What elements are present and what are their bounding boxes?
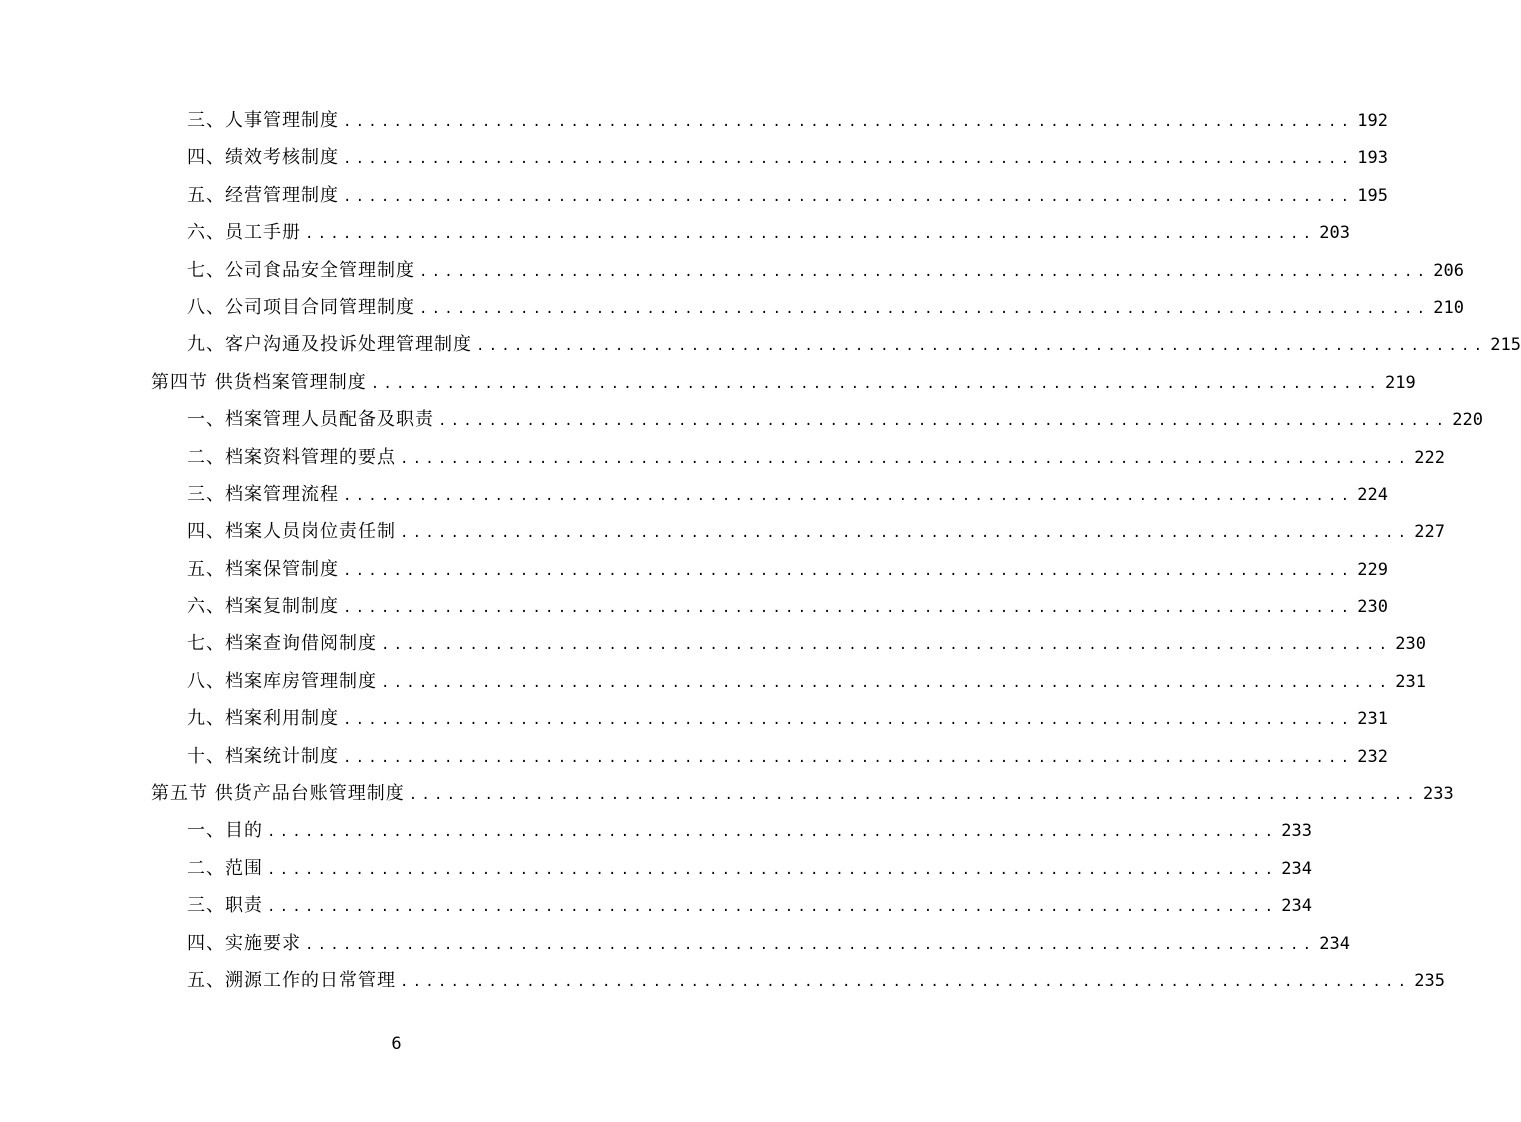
toc-entry-line — [187, 407, 1484, 433]
toc-entry-title: 十、档案统计制度 — [187, 745, 339, 767]
toc-entry-line — [187, 519, 1446, 545]
toc-entry[interactable] — [0, 513, 1446, 550]
toc-entry[interactable] — [0, 738, 1389, 775]
toc-entry-title: 六、档案复制制度 — [187, 596, 339, 618]
toc-entry-page-number: 192 — [1357, 111, 1389, 131]
dot-leader: ................................................................................ — [343, 487, 1354, 504]
toc-entry-page-number: 215 — [1490, 335, 1521, 356]
toc-entry[interactable] — [0, 625, 1427, 662]
dot-leader: ................................................................................ — [400, 525, 1411, 542]
toc-entry-line — [187, 931, 1351, 957]
toc-entry-page-number: 234 — [1281, 858, 1313, 879]
dot-leader: ................................................................................ — [267, 899, 1278, 916]
toc-entry-page-number: 224 — [1357, 484, 1389, 505]
page-number: 6 — [391, 1034, 402, 1054]
toc-entry-page-number: 203 — [1319, 223, 1351, 244]
dot-leader: ................................................................................ — [343, 600, 1354, 617]
toc-entry[interactable] — [0, 252, 1465, 289]
toc-entry-title: 二、范围 — [187, 857, 263, 879]
toc-entry-title: 九、客户沟通及投诉处理管理制度 — [187, 334, 472, 356]
toc-entry-line — [187, 332, 1521, 358]
toc-entry-title: 一、目的 — [187, 820, 263, 842]
dot-leader: ................................................................................ — [343, 114, 1354, 130]
toc-entry-page-number: 195 — [1357, 185, 1389, 206]
toc-entry-line — [187, 557, 1389, 583]
toc-entry[interactable] — [0, 925, 1351, 962]
toc-entry[interactable] — [0, 850, 1313, 887]
dot-leader: ................................................................................ — [419, 300, 1430, 317]
toc-entry-page-number: 235 — [1414, 970, 1446, 991]
toc-entry-page-number: 230 — [1357, 597, 1389, 618]
dot-leader: ................................................................................ — [343, 712, 1354, 729]
toc-entry-title: 三、人事管理制度 — [187, 110, 339, 131]
toc-entry-line — [187, 145, 1389, 171]
toc-entry[interactable] — [0, 401, 1484, 438]
toc-entry-title: 九、档案利用制度 — [187, 708, 339, 730]
toc-entry-line — [187, 220, 1351, 246]
toc-entry-page-number: 206 — [1433, 260, 1465, 281]
toc-entry-title: 三、职责 — [187, 895, 263, 917]
toc-entry[interactable] — [0, 214, 1351, 251]
toc-entry-line — [187, 706, 1389, 732]
toc-entry-title: 四、实施要求 — [187, 932, 301, 954]
toc-entry-page-number: 227 — [1414, 522, 1446, 543]
toc-entry-line — [187, 295, 1465, 321]
toc-entry-line — [187, 445, 1446, 471]
toc-entry[interactable] — [0, 289, 1465, 326]
toc-entry-line — [187, 893, 1313, 919]
toc-entry[interactable] — [0, 663, 1427, 700]
toc-entry-line — [151, 370, 1416, 396]
toc-entry-line — [187, 856, 1313, 882]
toc-entry-line — [187, 744, 1389, 770]
toc-entry-line — [187, 631, 1427, 657]
dot-leader: ................................................................................ — [419, 263, 1430, 280]
toc-entry-page-number: 233 — [1423, 784, 1454, 805]
toc-entry[interactable] — [0, 812, 1313, 849]
toc-section-entry[interactable] — [0, 775, 1454, 812]
toc-entry-page-number: 210 — [1433, 297, 1465, 318]
toc-entry-page-number: 219 — [1385, 372, 1416, 393]
toc-entry[interactable] — [0, 476, 1389, 513]
toc-entry-title: 五、溯源工作的日常管理 — [187, 969, 396, 991]
toc-entry-title: 七、公司食品安全管理制度 — [187, 259, 415, 281]
table-of-contents — [0, 102, 1521, 999]
toc-entry-title: 第五节 供货产品台账管理制度 — [151, 783, 405, 805]
toc-entry[interactable] — [0, 700, 1389, 737]
toc-entry-title: 五、经营管理制度 — [187, 184, 339, 206]
toc-entry-page-number: 229 — [1357, 559, 1389, 580]
toc-entry-page-number: 230 — [1395, 634, 1427, 655]
toc-entry-line — [187, 594, 1389, 620]
toc-entry-title: 八、公司项目合同管理制度 — [187, 296, 415, 318]
toc-entry[interactable] — [0, 439, 1446, 476]
toc-entry-title: 四、绩效考核制度 — [187, 147, 339, 169]
dot-leader: ................................................................................ — [400, 450, 1411, 467]
dot-leader: ................................................................................ — [343, 188, 1354, 205]
toc-entry-title: 七、档案查询借阅制度 — [187, 633, 377, 655]
dot-leader: ................................................................................ — [267, 861, 1278, 878]
toc-entry-line — [187, 818, 1313, 844]
toc-entry-page-number: 193 — [1357, 148, 1389, 169]
dot-leader: ................................................................................ — [343, 151, 1354, 168]
dot-leader: ................................................................................ — [305, 936, 1316, 953]
toc-entry-title: 二、档案资料管理的要点 — [187, 446, 396, 468]
dot-leader: ................................................................................ — [305, 226, 1316, 243]
toc-entry-page-number: 234 — [1281, 896, 1313, 917]
toc-entry-page-number: 231 — [1395, 671, 1427, 692]
dot-leader: ................................................................................ — [343, 749, 1354, 766]
dot-leader: ................................................................................ — [408, 787, 1420, 804]
toc-entry-line — [187, 258, 1465, 284]
dot-leader: ................................................................................ — [343, 562, 1354, 579]
dot-leader: ................................................................................ — [381, 674, 1392, 691]
toc-entry-line — [187, 968, 1446, 994]
toc-entry-page-number: 222 — [1414, 447, 1446, 468]
toc-entry-title: 六、员工手册 — [187, 222, 301, 244]
toc-entry-title: 四、档案人员岗位责任制 — [187, 521, 396, 543]
dot-leader: ................................................................................ — [476, 338, 1487, 355]
toc-entry[interactable] — [0, 962, 1446, 999]
dot-leader: ................................................................................ — [400, 973, 1411, 990]
toc-entry-line — [187, 183, 1389, 209]
dot-leader: ................................................................................ — [267, 824, 1278, 841]
toc-entry-page-number: 231 — [1357, 709, 1389, 730]
toc-entry-page-number: 220 — [1452, 410, 1484, 431]
toc-section-entry[interactable] — [0, 364, 1416, 401]
toc-entry[interactable] — [0, 588, 1389, 625]
dot-leader: ................................................................................ — [438, 413, 1449, 430]
toc-entry-title: 三、档案管理流程 — [187, 483, 339, 505]
toc-entry-title: 八、档案库房管理制度 — [187, 670, 377, 692]
toc-entry-line — [187, 108, 1389, 134]
toc-entry-line — [151, 781, 1454, 807]
toc-entry-line — [187, 669, 1427, 695]
toc-entry-title: 一、档案管理人员配备及职责 — [187, 409, 434, 431]
dot-leader: ................................................................................ — [381, 637, 1392, 654]
dot-leader: ................................................................................ — [370, 375, 1382, 392]
toc-entry-page-number: 233 — [1281, 821, 1313, 842]
toc-entry-title: 五、档案保管制度 — [187, 558, 339, 580]
toc-entry[interactable] — [0, 326, 1521, 363]
toc-entry-title: 第四节 供货档案管理制度 — [151, 371, 367, 393]
toc-entry[interactable] — [0, 551, 1389, 588]
toc-entry[interactable] — [0, 139, 1389, 176]
toc-entry-line — [187, 482, 1389, 508]
toc-entry-page-number: 234 — [1319, 933, 1351, 954]
toc-entry-page-number: 232 — [1357, 746, 1389, 767]
toc-entry[interactable] — [0, 887, 1313, 924]
toc-entry[interactable] — [0, 177, 1389, 214]
toc-entry[interactable] — [0, 102, 1389, 139]
